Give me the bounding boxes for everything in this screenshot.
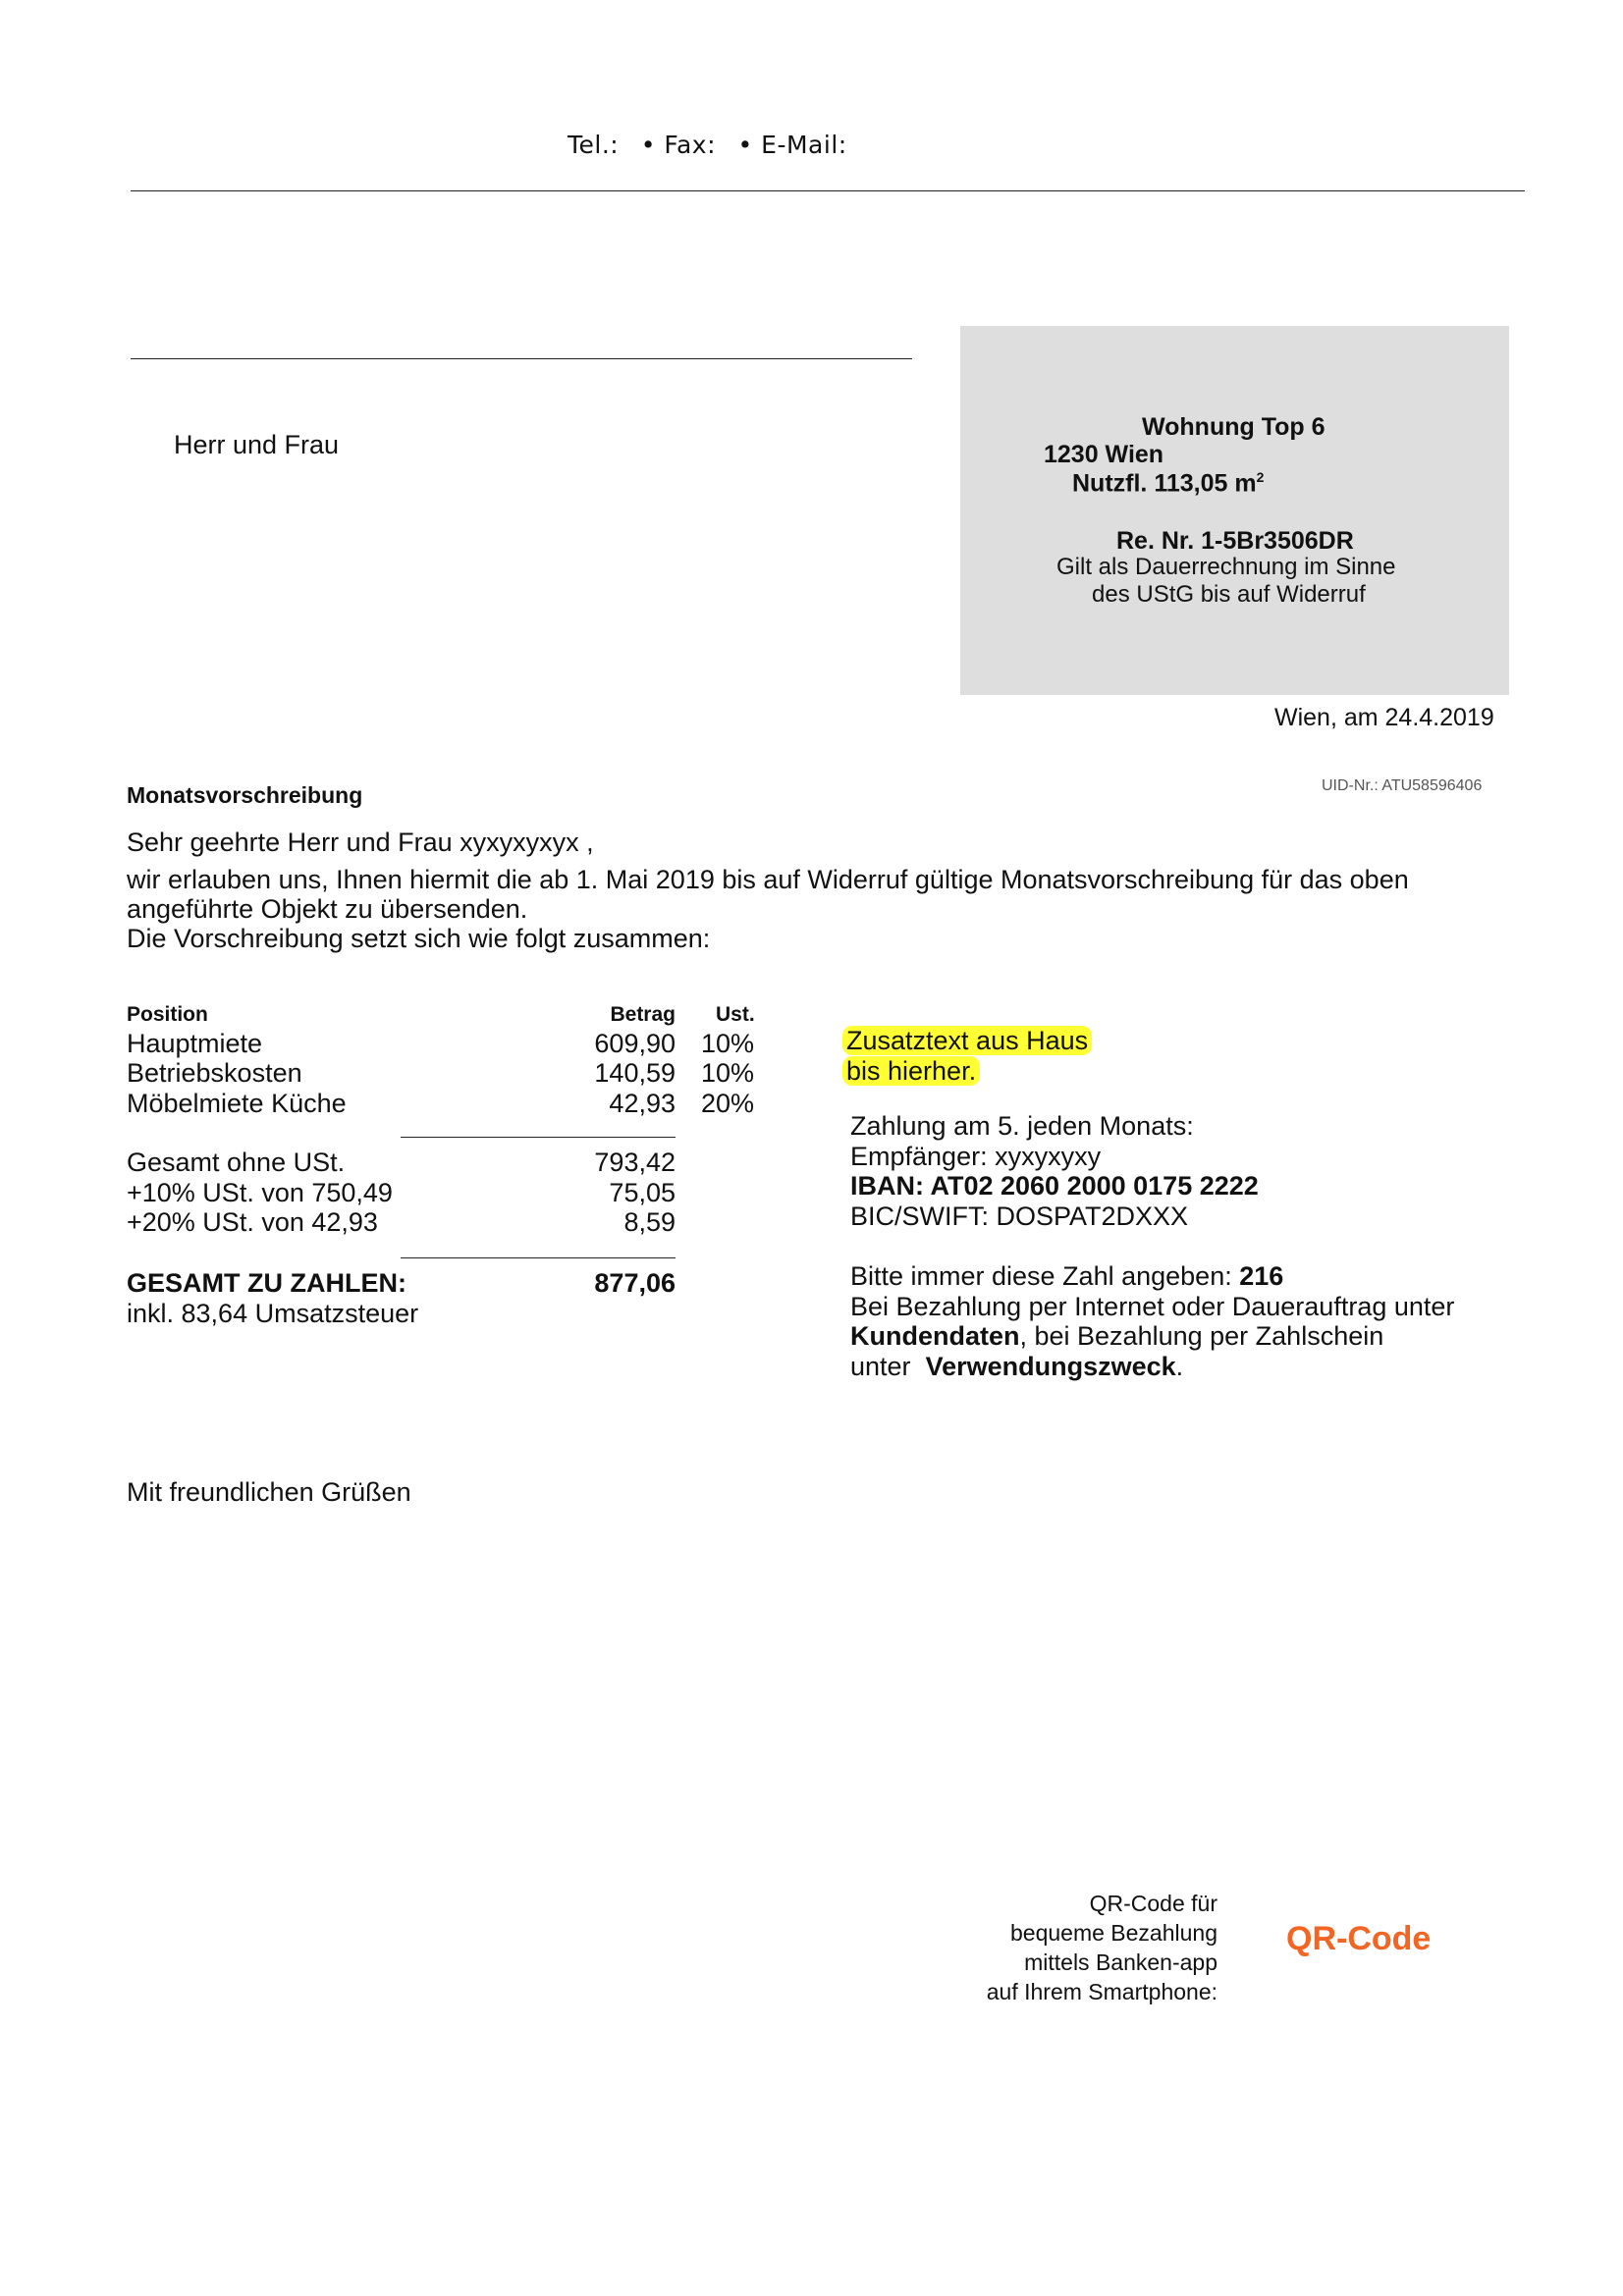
subtotal-amount: 793,42 (594, 1148, 676, 1177)
closing: Mit freundlichen Grüßen (127, 1477, 411, 1507)
subtotal-label: Gesamt ohne USt. (127, 1148, 346, 1177)
qr-code-placeholder: QR-Code (1286, 1920, 1432, 1957)
header-divider (131, 190, 1525, 191)
subtotal-amount: 75,05 (609, 1178, 676, 1207)
invoice-number: Re. Nr. 1-5Br3506DR (1116, 527, 1354, 555)
invoice-note-1: Gilt als Dauerrechnung im Sinne (1056, 554, 1396, 580)
payment-internet-note: Bei Bezahlung per Internet oder Dauerauftrag unter (850, 1292, 1455, 1321)
uid-number: UID-Nr.: ATU58596406 (1322, 777, 1483, 794)
vat-note: inkl. 83,64 Umsatzsteuer (127, 1299, 419, 1328)
fax-label: • Fax: (640, 131, 717, 159)
payment-due: Zahlung am 5. jeden Monats: (850, 1111, 1194, 1141)
address-divider (131, 358, 912, 359)
payment-zahlschein-note: Kundendaten, bei Bezahlung per Zahlschein (850, 1321, 1384, 1351)
subtotal-divider (401, 1137, 676, 1138)
row-amount: 140,59 (594, 1058, 676, 1088)
payment-reference: Bitte immer diese Zahl angeben: 216 (850, 1261, 1284, 1291)
extra-text-1: Zusatztext aus Haus (842, 1026, 1092, 1056)
row-position: Betriebskosten (127, 1058, 302, 1088)
body-text-3: Die Vorschreibung setzt sich wie folgt zusammen: (127, 924, 711, 953)
extra-text-2: bis hierher. (842, 1056, 980, 1087)
row-amount: 609,90 (594, 1029, 676, 1058)
greeting: Sehr geehrte Herr und Frau xyxyxyxyx , (127, 828, 594, 857)
payment-iban: IBAN: AT02 2060 2000 0175 2222 (850, 1171, 1259, 1201)
total-label: GESAMT ZU ZAHLEN: (127, 1268, 406, 1298)
invoice-note-2: des UStG bis auf Widerruf (1092, 581, 1366, 608)
unit-name: Wohnung Top 6 (1142, 413, 1325, 441)
payment-recipient: Empfänger: xyxyxyxy (850, 1142, 1102, 1171)
property-info-box (960, 326, 1509, 695)
email-label: • E-Mail: (737, 131, 847, 159)
col-header-amount: Betrag (610, 1003, 676, 1026)
tel-label: Tel.: (568, 131, 620, 159)
total-divider (401, 1257, 676, 1258)
subtotal-label: +10% USt. von 750,49 (127, 1178, 393, 1207)
unit-city: 1230 Wien (1044, 441, 1164, 468)
total-amount: 877,06 (594, 1268, 676, 1298)
row-vat: 10% (701, 1058, 755, 1088)
row-position: Möbelmiete Küche (127, 1089, 347, 1118)
recipient-salutation: Herr und Frau (174, 430, 340, 459)
subject-line: Monatsvorschreibung (127, 782, 363, 808)
row-position: Hauptmiete (127, 1029, 263, 1058)
unit-area: Nutzfl. 113,05 $m^2$ (1072, 469, 1265, 498)
col-header-vat: Ust. (716, 1003, 755, 1026)
payment-purpose-note: unter Verwendungszweck. (850, 1352, 1184, 1381)
subtotal-label: +20% USt. von 42,93 (127, 1207, 378, 1237)
letter-date: Wien, am 24.4.2019 (1274, 704, 1494, 731)
row-vat: 20% (701, 1089, 755, 1118)
qr-description: QR-Code für bequeme Bezahlung mittels Banken-app auf Ihrem Smartphone: (986, 1891, 1217, 2004)
payment-bic: BIC/SWIFT: DOSPAT2DXXX (850, 1201, 1189, 1231)
body-text-1: wir erlauben uns, Ihnen hiermit die ab 1. Mai 2019 bis auf Widerruf gültige Monatsvorschreibung für das oben (127, 865, 1409, 894)
contact-line (568, 131, 861, 159)
col-header-position: Position (127, 1003, 208, 1026)
subtotal-amount: 8,59 (623, 1207, 676, 1237)
row-amount: 42,93 (609, 1089, 676, 1118)
body-text-2: angeführte Objekt zu übersenden. (127, 894, 528, 924)
row-vat: 10% (701, 1029, 755, 1058)
